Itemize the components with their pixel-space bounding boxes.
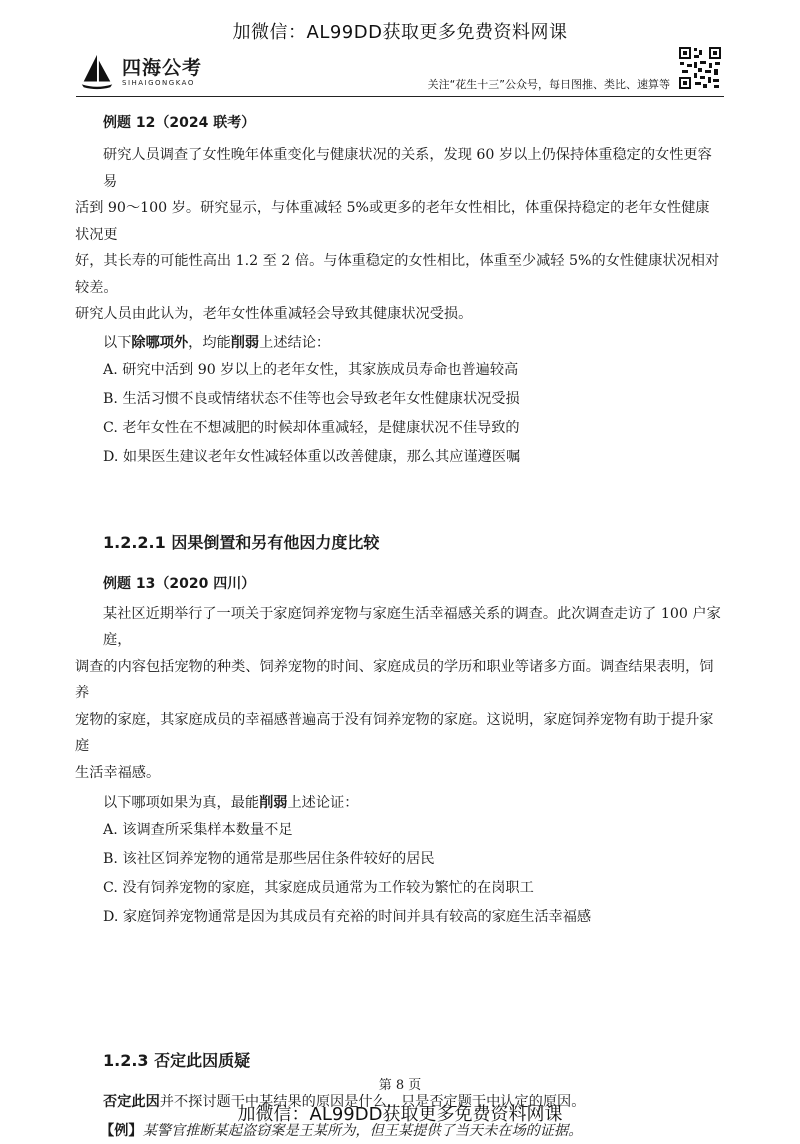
option-a: A. 该调查所采集样本数量不足 [103,816,723,845]
question-emphasis: 削弱 [231,335,259,351]
header-note: 关注“花生十三”公众号，每日图推、类比、速算等 [0,76,670,92]
logo-name: 四海公考 [122,57,202,79]
stem-line: 宠物的家庭，其家庭成员的幸福感普遍高于没有饲养宠物的家庭。这说明，家庭饲养宠物有助于提升家庭 [75,707,723,760]
question-emphasis: 削弱 [259,795,287,811]
option-a: A. 研究中活到 90 岁以上的老年女性，其家族成员寿命也普遍较高 [103,356,723,385]
example-12-stem [103,142,723,328]
question-text: ，均能 [188,335,231,351]
stem-line: 某社区近期举行了一项关于家庭饲养宠物与家庭生活幸福感关系的调查。此次调查走访了 100 户家庭， [103,601,723,654]
example-12-options [103,356,723,472]
stem-line: 活到 90～100 岁。研究显示，与体重减轻 5%或更多的老年女性相比，体重保持稳定的老年女性健康状况更 [75,195,723,248]
section-heading-1-2-2-1: 1.2.2.1 因果倒置和另有他因力度比较 [103,530,723,553]
page-content [103,112,723,1144]
question-emphasis: 除哪项外 [131,335,188,351]
option-c: C. 没有饲养宠物的家庭，其家庭成员通常为工作较为繁忙的在岗职工 [103,874,723,903]
stem-line: 研究人员调查了女性晚年体重变化与健康状况的关系，发现 60 岁以上仍保持体重稳定的女性更容易 [103,142,723,195]
example-tag: 【例】 [100,1123,143,1139]
logo-subtitle: SIHAIGONGKAO [122,79,202,87]
example-13-title: 例题 13（2020 四川） [103,573,723,593]
question-text: 以下哪项如果为真，最能 [103,795,259,811]
stem-line: 生活幸福感。 [75,760,723,787]
page-number: 第 8 页 [0,1074,800,1093]
example-13-options [103,816,723,932]
example-12-title: 例题 12（2024 联考） [103,112,723,132]
example-12-question [103,330,723,356]
qr-code-icon [678,46,722,90]
bottom-banner: 加微信：AL99DD获取更多免费资料网课 [0,1100,800,1126]
option-b: B. 该社区饲养宠物的通常是那些居住条件较好的居民 [103,845,723,874]
stem-line: 调查的内容包括宠物的种类、饲养宠物的时间、家庭成员的学历和职业等诸多方面。调查结果表明，饲养 [75,654,723,707]
term-emphasis: 否定此因 [103,1094,160,1110]
header-divider [76,96,724,97]
stem-line: 好，其长寿的可能性高出 1.2 至 2 倍。与体重稳定的女性相比，体重至少减轻 5%的女性健康状况相对较差。 [75,248,723,301]
example-13-question [103,790,723,816]
stem-line: 研究人员由此认为，老年女性体重减轻会导致其健康状况受损。 [75,301,723,328]
top-banner: 加微信：AL99DD获取更多免费资料网课 [0,18,800,44]
option-c: C. 老年女性在不想减肥的时候却体重减轻，是健康状况不佳导致的 [103,414,723,443]
example-13-stem [103,601,723,787]
option-d: D. 如果医生建议老年女性减轻体重以改善健康，那么其应谨遵医嘱 [103,443,723,472]
question-text: 以下 [103,335,131,351]
question-text: 上述结论： [259,335,330,351]
example-text: 某警官推断某起盗窃案是王某所为，但王某提供了当天未在场的证据。 [143,1123,583,1139]
section-heading-1-2-3: 1.2.3 否定此因质疑 [103,1048,723,1071]
question-text: 上述论证： [287,795,358,811]
option-b: B. 生活习惯不良或情绪状态不佳等也会导致老年女性健康状况受损 [103,385,723,414]
definition-text: 并不探讨题干中某结果的原因是什么，只是否定题干中认定的原因。 [160,1094,586,1110]
option-d: D. 家庭饲养宠物通常是因为其成员有充裕的时间并具有较高的家庭生活幸福感 [103,903,723,932]
